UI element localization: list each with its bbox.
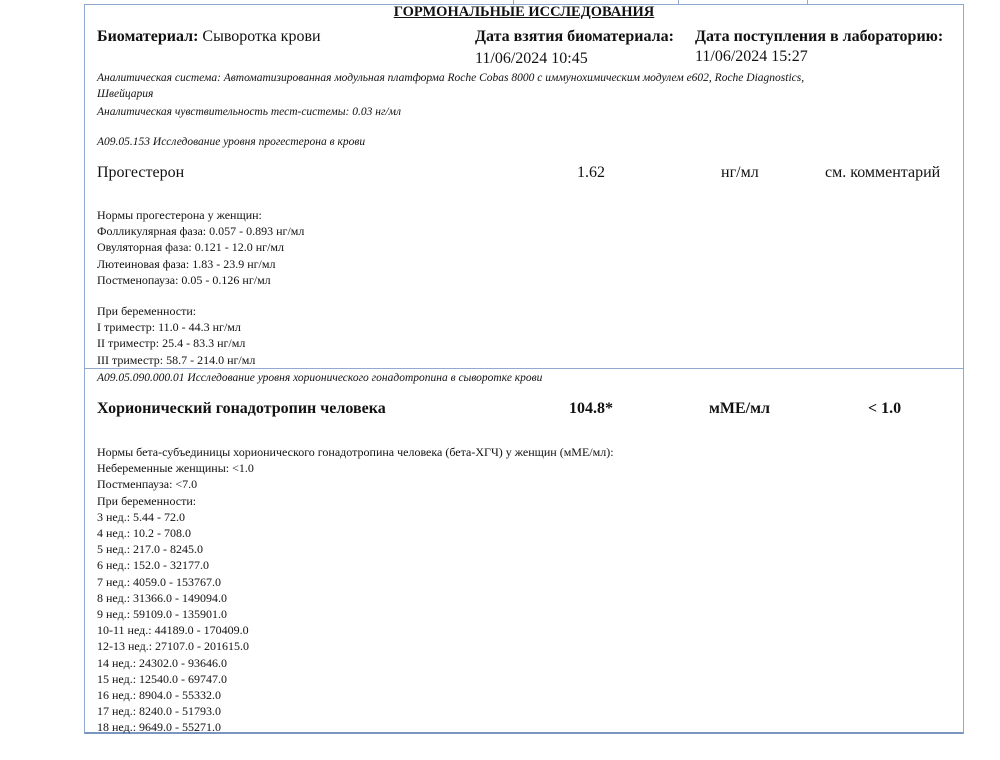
norm-line: 16 нед.: 8904.0 - 55332.0 <box>97 688 222 703</box>
biomaterial-field <box>97 28 321 46</box>
analytic-system-line1: Аналитическая система: Автоматизированная модульная платформа Roche Cobas 8000 с иммунохимическим модулем e602, Roche Diagnostics, <box>97 72 805 84</box>
analytic-sensitivity: Аналитическая чувствительность тест-системы: 0.03 нг/мл <box>97 106 401 118</box>
norm-line: 8 нед.: 31366.0 - 149094.0 <box>97 590 228 605</box>
norm-line: Нормы прогестерона у женщин: <box>97 208 262 222</box>
progesterone-name: Прогестерон <box>97 164 185 181</box>
progesterone-pregnancy-norms <box>97 303 255 368</box>
norm-line: 18 нед.: 9649.0 - 55271.0 <box>97 720 222 735</box>
section-title: ГОРМОНАЛЬНЫЕ ИССЛЕДОВАНИЯ <box>393 4 655 20</box>
norm-line: III триместр: 58.7 - 214.0 нг/мл <box>97 352 256 367</box>
collection-date-value: 11/06/2024 10:45 <box>475 50 588 67</box>
norm-line: Лютеиновая фаза: 1.83 - 23.9 нг/мл <box>97 256 276 271</box>
hcg-reference: < 1.0 <box>868 400 902 417</box>
norm-line: 14 нед.: 24302.0 - 93646.0 <box>97 655 228 670</box>
progesterone-value: 1.62 <box>577 164 605 181</box>
progesterone-unit: нг/мл <box>721 164 759 181</box>
norm-line: 5 нед.: 217.0 - 8245.0 <box>97 542 204 557</box>
norm-line: Овуляторная фаза: 0.121 - 12.0 нг/мл <box>97 240 285 255</box>
progesterone-reference: см. комментарий <box>825 164 941 181</box>
progesterone-test-code: A09.05.153 Исследование уровня прогестерона в крови <box>97 136 366 148</box>
norm-line: Фолликулярная фаза: 0.057 - 0.893 нг/мл <box>97 224 305 239</box>
received-date-value: 11/06/2024 15:27 <box>695 48 808 65</box>
collection-date-label: Дата взятия биоматериала: <box>475 28 674 45</box>
analytic-system-line2: Швейцария <box>97 88 154 100</box>
hcg-test-code: A09.05.090.000.01 Исследование уровня хорионического гонадотропина в сыворотке крови <box>97 372 543 384</box>
norm-line: 12-13 нед.: 27107.0 - 201615.0 <box>97 639 250 654</box>
norm-line: II триместр: 25.4 - 83.3 нг/мл <box>97 336 246 351</box>
biomaterial-value: Сыворотка крови <box>202 28 321 45</box>
norm-line: 17 нед.: 8240.0 - 51793.0 <box>97 704 222 719</box>
norm-line: При беременности: <box>97 304 197 318</box>
hcg-norms <box>97 444 614 736</box>
received-date-label: Дата поступления в лабораторию: <box>695 28 944 45</box>
norm-line: I триместр: 11.0 - 44.3 нг/мл <box>97 320 241 335</box>
norm-line: 6 нед.: 152.0 - 32177.0 <box>97 558 210 573</box>
norm-line: 4 нед.: 10.2 - 708.0 <box>97 526 192 541</box>
norm-line: Постменопауза: 0.05 - 0.126 нг/мл <box>97 272 271 287</box>
hcg-name: Хорионический гонадотропин человека <box>97 400 386 417</box>
norm-line: 7 нед.: 4059.0 - 153767.0 <box>97 574 222 589</box>
hcg-unit: мМЕ/мл <box>709 400 770 417</box>
norm-line: При беременности: <box>97 493 197 508</box>
hcg-value: 104.8* <box>569 400 613 417</box>
norm-line: Нормы бета-субъединицы хорионического гонадотропина человека (бета-ХГЧ) у женщин (мМЕ/мл): <box>97 445 614 459</box>
biomaterial-label: Биоматериал: <box>97 28 199 45</box>
norm-line: 10-11 нед.: 44189.0 - 170409.0 <box>97 623 249 638</box>
norm-line: 9 нед.: 59109.0 - 135901.0 <box>97 607 228 622</box>
norm-line: Постменпауза: <7.0 <box>97 477 198 492</box>
section-divider <box>84 368 964 369</box>
norm-line: Небеременные женщины: <1.0 <box>97 461 254 476</box>
norm-line: 3 нед.: 5.44 - 72.0 <box>97 509 186 524</box>
progesterone-norms <box>97 207 304 288</box>
norm-line: 15 нед.: 12540.0 - 69747.0 <box>97 671 228 686</box>
